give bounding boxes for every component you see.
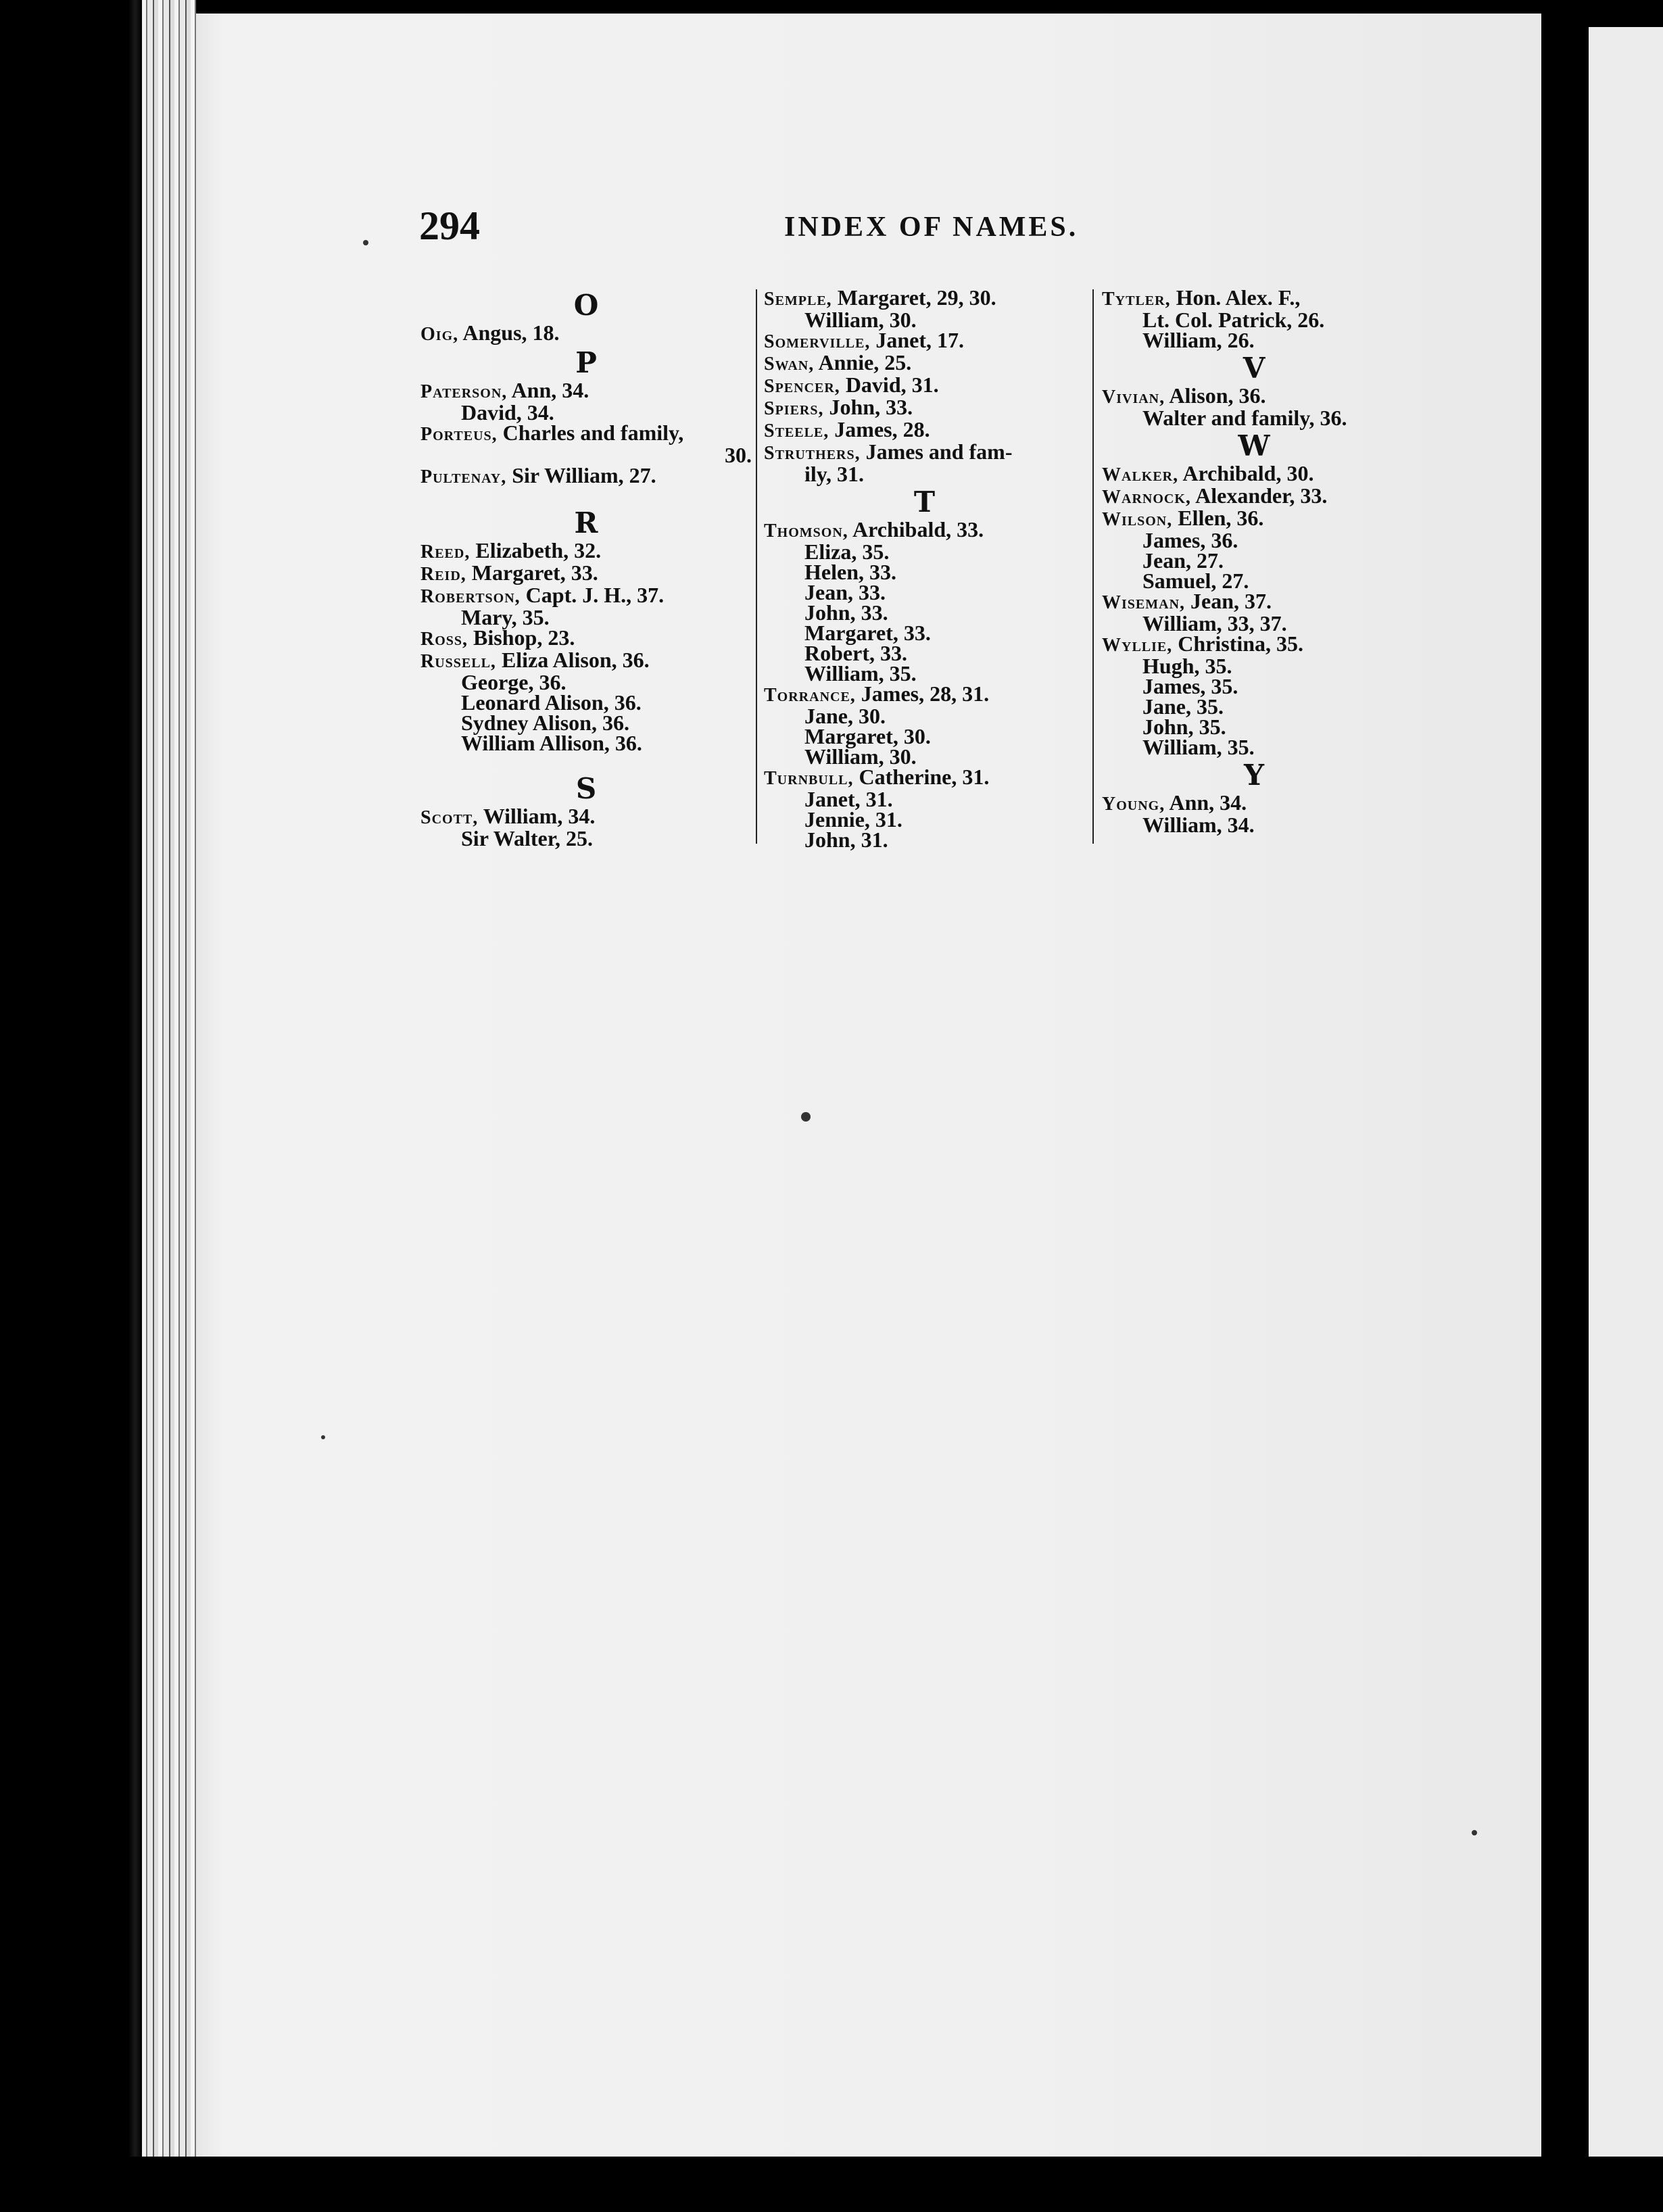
index-entry xyxy=(764,330,1085,352)
index-subentry: Eliza, 35. xyxy=(804,539,890,564)
index-entry xyxy=(420,806,752,828)
index-subentry: Jane, 35. xyxy=(1142,694,1224,719)
index-entry xyxy=(764,397,1085,419)
column-rule xyxy=(1092,289,1094,844)
section-letter-t: T xyxy=(913,485,936,519)
index-entry xyxy=(420,650,752,672)
index-subentry: James, 36. xyxy=(1142,528,1238,552)
index-subentry: William, 30. xyxy=(804,308,917,332)
surname: Semple, xyxy=(764,289,832,310)
index-subentry: Margaret, 30. xyxy=(804,724,931,748)
page-header xyxy=(419,203,1541,257)
index-entry xyxy=(420,585,752,607)
entry-text: William, 34. xyxy=(478,804,596,828)
index-entry xyxy=(420,380,752,402)
surname: Vivian, xyxy=(1102,387,1165,408)
index-subentry: Jean, 33. xyxy=(804,580,886,604)
index-entry xyxy=(1102,485,1406,508)
surname: Struthers, xyxy=(764,443,861,464)
entry-text: John, 33. xyxy=(823,395,913,419)
section-letter-s: S xyxy=(575,772,597,805)
surname: Tytler, xyxy=(1102,289,1171,310)
page-number: 294 xyxy=(419,203,480,248)
index-subentry: Jane, 30. xyxy=(804,704,886,728)
index-subentry: Jean, 27. xyxy=(1142,548,1224,573)
index-subentry: John, 35. xyxy=(1142,715,1226,739)
entry-text: Elizabeth, 32. xyxy=(470,538,602,562)
entry-text: Sir William, 27. xyxy=(506,463,656,487)
entry-text: David, 31. xyxy=(840,372,939,397)
index-column-2 xyxy=(764,287,1085,850)
index-entry xyxy=(764,287,1085,310)
entry-text: Alexander, 33. xyxy=(1190,483,1328,508)
index-subentry: Mary, 35. xyxy=(461,605,550,629)
index-entry xyxy=(1102,792,1406,815)
entry-text: Ann, 34. xyxy=(1165,790,1247,815)
entry-text: Margaret, 29, 30. xyxy=(832,285,996,310)
index-subentry: William Allison, 36. xyxy=(461,731,642,755)
entry-text: Ann, 34. xyxy=(507,378,589,402)
surname: Wiseman, xyxy=(1102,592,1186,613)
surname: Steele, xyxy=(764,420,829,441)
index-entry xyxy=(764,767,1085,789)
scan-border-left xyxy=(0,0,142,2212)
index-entry xyxy=(420,540,752,562)
surname: Pultenay, xyxy=(420,466,507,487)
entry-text: Janet, 17. xyxy=(870,328,964,352)
scan-border-bottom xyxy=(0,2157,1663,2212)
surname: Torrance, xyxy=(764,685,856,706)
index-entry xyxy=(764,441,1085,464)
entry-text: James, 28. xyxy=(829,417,930,441)
index-subentry: William, 35. xyxy=(1142,735,1255,759)
index-entry xyxy=(1102,508,1406,530)
surname: Warnock, xyxy=(1102,487,1191,508)
column-rule xyxy=(756,289,757,844)
index-subentry: Margaret, 33. xyxy=(804,621,931,645)
entry-text: Catherine, 31. xyxy=(853,765,990,789)
entry-text: Bishop, 23. xyxy=(468,625,575,650)
index-entry xyxy=(420,627,752,650)
section-letter-w: W xyxy=(1238,429,1270,462)
index-subentry: ily, 31. xyxy=(804,462,865,486)
entry-text: Archibald, 30. xyxy=(1178,461,1314,485)
book-binding xyxy=(142,0,196,2212)
surname: Reed, xyxy=(420,542,471,562)
surname: Paterson, xyxy=(420,381,508,402)
index-subentry: Janet, 31. xyxy=(804,787,893,811)
entry-text: Eliza Alison, 36. xyxy=(496,648,650,672)
index-entry xyxy=(764,352,1085,375)
entry-text: Charles and family, xyxy=(497,420,684,445)
surname: Somerville, xyxy=(764,331,871,352)
section-letter-v: V xyxy=(1243,352,1266,385)
section-letter-p: P xyxy=(575,346,597,379)
index-subentry: John, 31. xyxy=(804,827,888,852)
scan-gutter-right xyxy=(1541,0,1589,2212)
index-subentry: James, 35. xyxy=(1142,674,1238,698)
index-entry xyxy=(1102,385,1406,408)
surname: Wyllie, xyxy=(1102,635,1173,656)
index-subentry: Leonard Alison, 36. xyxy=(461,690,642,715)
ink-speck xyxy=(1472,1830,1477,1835)
index-entry xyxy=(764,683,1085,706)
index-subentry: William, 26. xyxy=(1142,328,1255,352)
index-subentry: Walter and family, 36. xyxy=(1142,406,1347,430)
index-entry xyxy=(420,420,752,445)
index-subentry: William, 30. xyxy=(804,744,917,769)
surname: Oig, xyxy=(420,324,459,345)
entry-text: Ellen, 36. xyxy=(1172,506,1264,530)
index-subentry: William, 34. xyxy=(1142,813,1255,837)
entry-text: Jean, 37. xyxy=(1185,589,1272,613)
entry-text: James, 28, 31. xyxy=(855,681,990,706)
entry-text: Alison, 36. xyxy=(1165,383,1266,408)
index-subentry: George, 36. xyxy=(461,670,567,694)
index-column-1 xyxy=(420,287,752,848)
index-subentry: Hugh, 35. xyxy=(1142,654,1232,678)
index-subentry: Robert, 33. xyxy=(804,641,907,665)
index-entry xyxy=(1102,463,1406,485)
index-subentry: Samuel, 27. xyxy=(1142,569,1249,593)
surname: Russell, xyxy=(420,651,496,672)
index-subentry: William, 33, 37. xyxy=(1142,611,1287,635)
index-entry xyxy=(1102,287,1406,310)
entry-text: Capt. J. H., 37. xyxy=(520,583,665,607)
index-entry xyxy=(1102,591,1406,613)
surname: Swan, xyxy=(764,354,815,375)
entry-text: James and fam- xyxy=(860,439,1013,464)
surname: Spiers, xyxy=(764,398,824,419)
ink-speck xyxy=(801,1112,811,1122)
surname: Robertson, xyxy=(420,586,521,607)
index-continuation: 30. xyxy=(725,443,752,467)
surname: Scott, xyxy=(420,807,479,828)
section-letter-o: O xyxy=(573,289,599,322)
index-subentry: Jennie, 31. xyxy=(804,807,902,832)
surname: Porteus, xyxy=(420,424,498,445)
surname: Walker, xyxy=(1102,464,1179,485)
index-subentry: Lt. Col. Patrick, 26. xyxy=(1142,308,1325,332)
index-subentry: John, 33. xyxy=(804,600,888,625)
index-entry xyxy=(420,465,752,487)
index-entry xyxy=(764,419,1085,441)
index-entry xyxy=(764,372,1085,397)
entry-text: Archibald, 33. xyxy=(848,517,984,542)
index-column-3 xyxy=(1102,287,1406,835)
entry-text: Angus, 18. xyxy=(458,320,560,345)
index-subentry: William, 35. xyxy=(804,661,917,686)
entry-text: Christina, 35. xyxy=(1172,631,1304,656)
surname: Turnbull, xyxy=(764,768,854,789)
index-entry xyxy=(420,322,752,345)
index-entry xyxy=(420,562,752,585)
entry-text: Annie, 25. xyxy=(814,350,912,375)
entry-text: Hon. Alex. F., xyxy=(1170,285,1301,310)
running-head: INDEX OF NAMES. xyxy=(784,212,1079,243)
entry-text: Margaret, 33. xyxy=(466,560,598,585)
facing-page-edge xyxy=(1589,27,1663,2163)
index-subentry: Sydney Alison, 36. xyxy=(461,711,629,735)
section-letter-y: Y xyxy=(1244,759,1264,792)
index-subentry: Sir Walter, 25. xyxy=(461,826,593,850)
surname: Ross, xyxy=(420,629,468,650)
surname: Thomson, xyxy=(764,521,848,542)
index-entry xyxy=(764,519,1085,542)
surname: Young, xyxy=(1102,794,1165,815)
ink-speck xyxy=(363,240,368,245)
surname: Wilson, xyxy=(1102,509,1173,530)
surname: Reid, xyxy=(420,564,466,585)
section-letter-r: R xyxy=(574,506,598,539)
index-entry xyxy=(1102,633,1406,656)
surname: Spencer, xyxy=(764,376,840,397)
index-subentry: David, 34. xyxy=(461,400,554,425)
ink-speck xyxy=(321,1435,325,1439)
index-subentry: Helen, 33. xyxy=(804,560,896,584)
